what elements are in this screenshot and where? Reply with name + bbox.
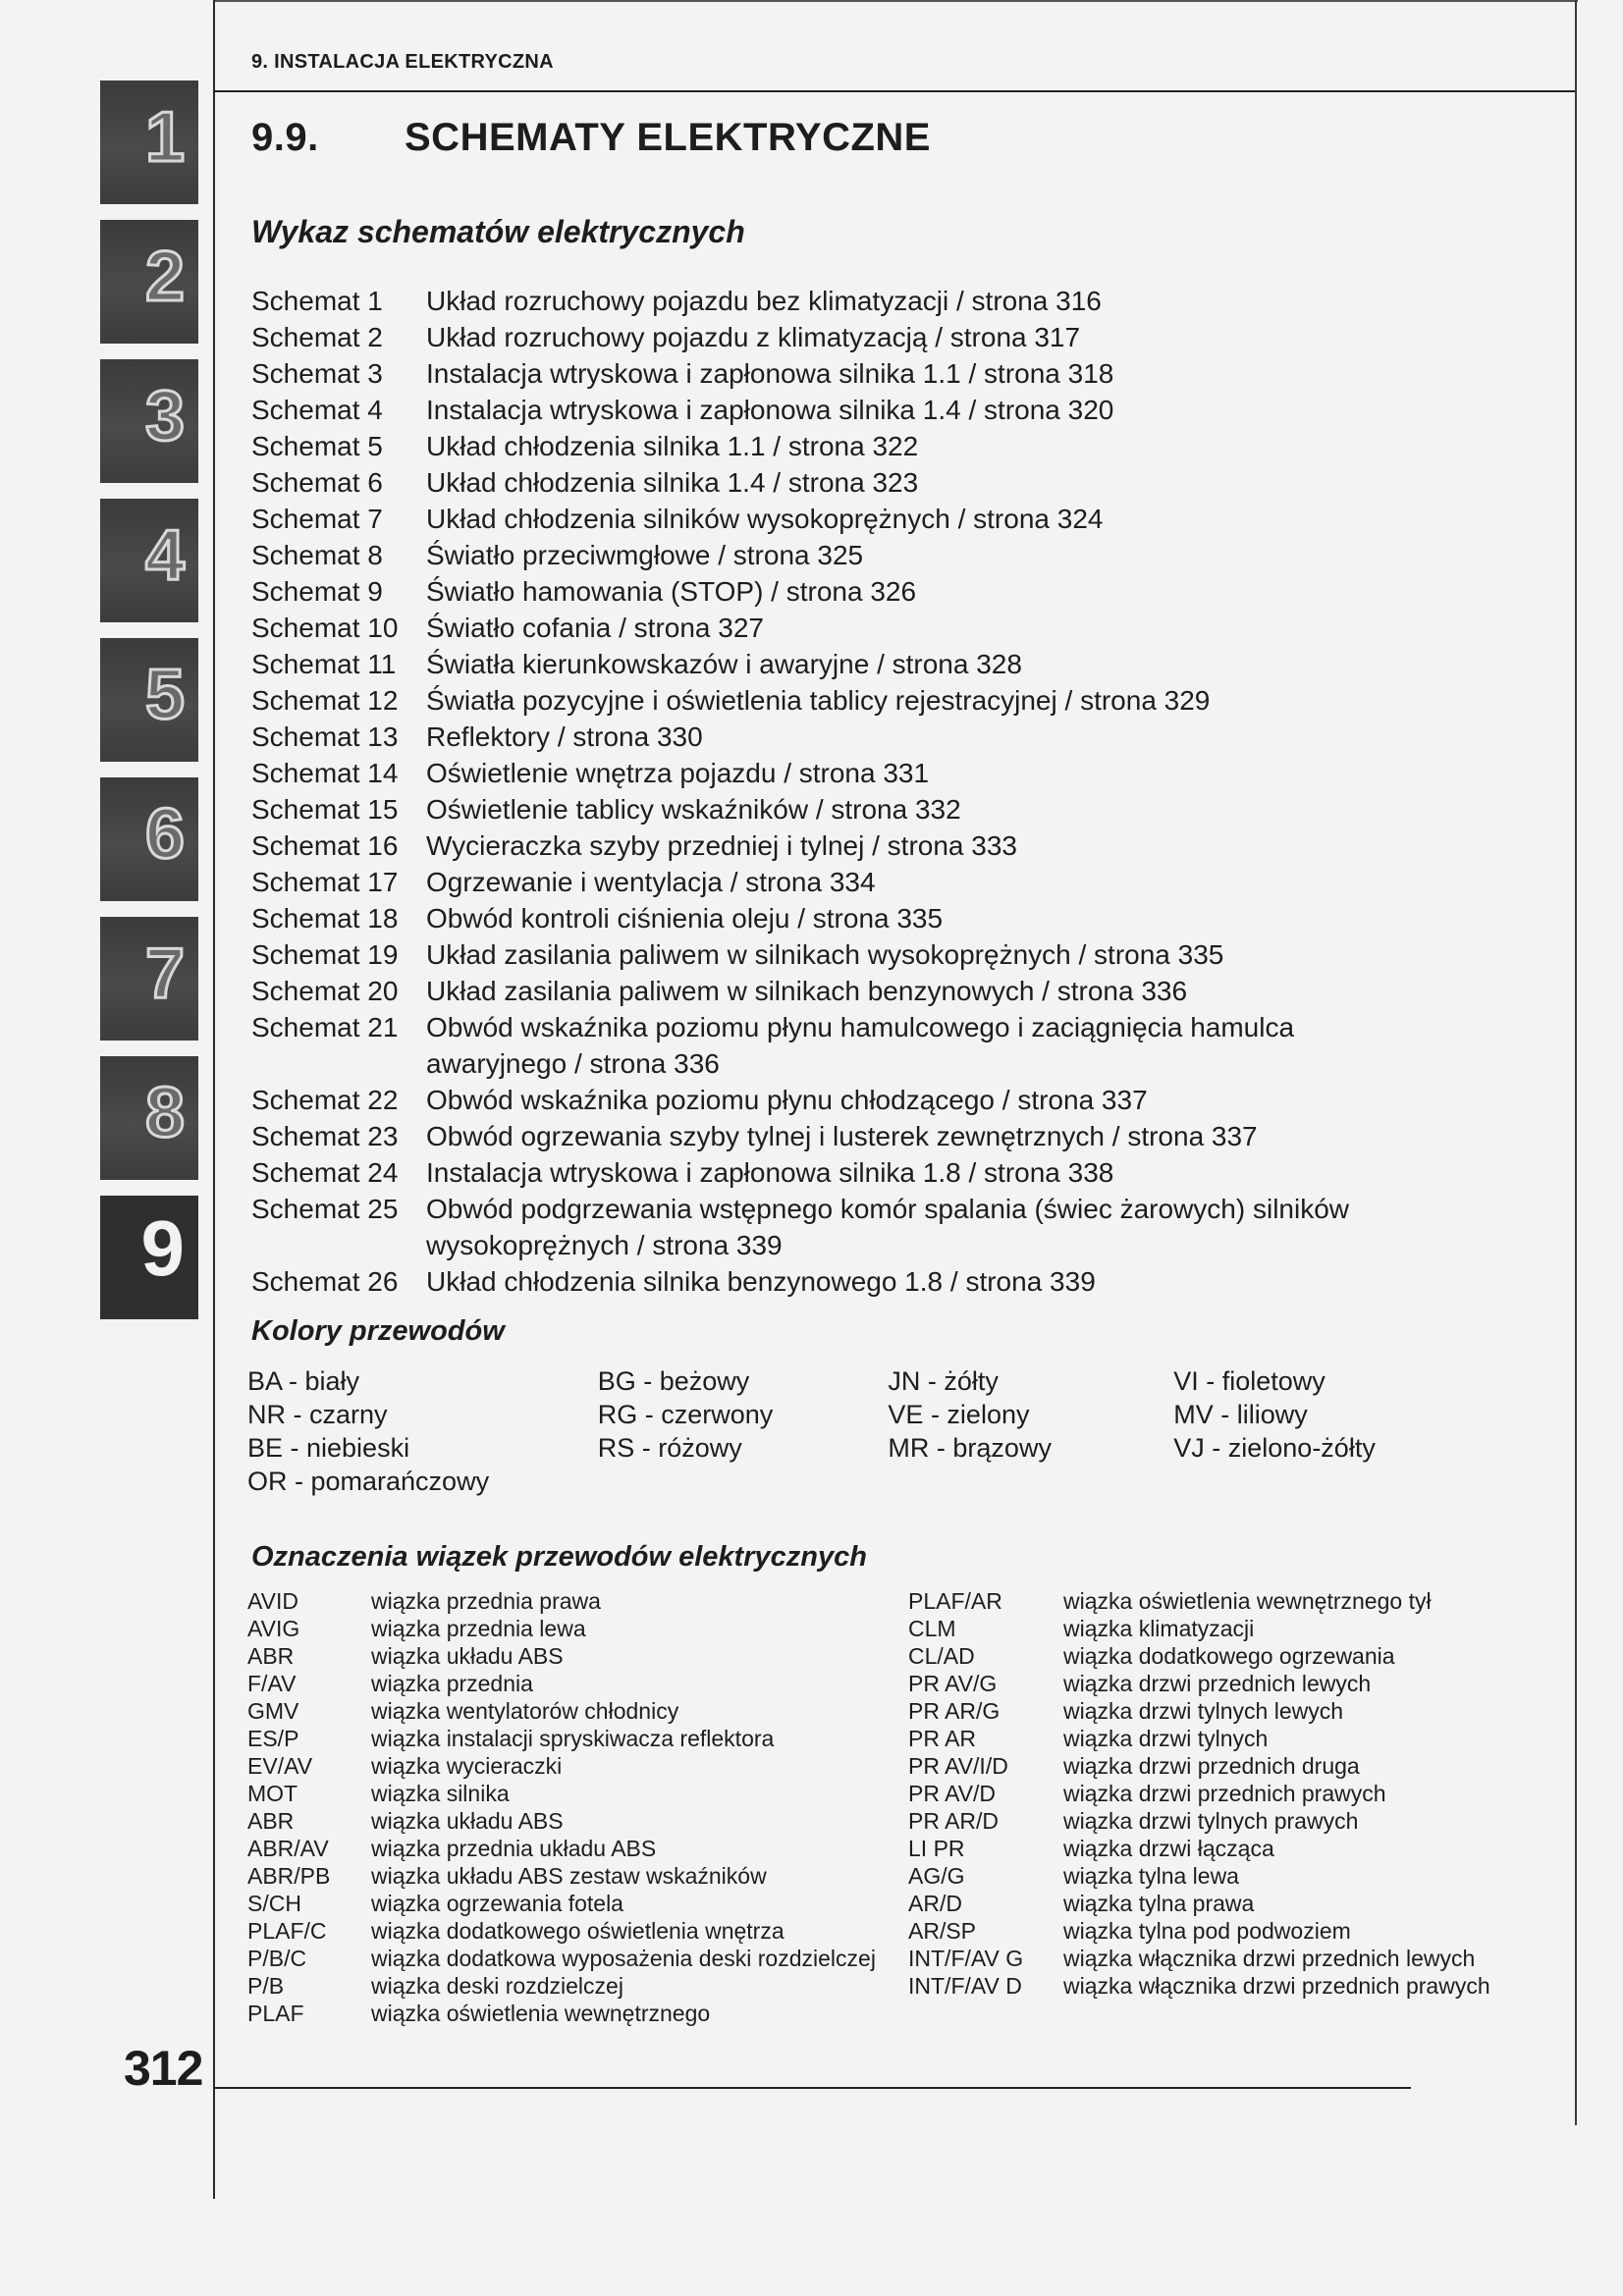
chapter-tab-3 (100, 359, 198, 483)
left-margin-rule (213, 0, 215, 2199)
harness-description: wiązka drzwi tylnych (1063, 1726, 1269, 1751)
harness-code: P/B/C (247, 1946, 307, 1971)
scheme-row (251, 755, 1430, 791)
chapter-tabs (100, 80, 198, 1335)
scheme-label: Schemat 16 (251, 830, 399, 861)
harness-code: LI PR (908, 1836, 965, 1861)
scheme-row (251, 283, 1430, 319)
scheme-row (251, 1191, 1430, 1263)
wire-color-entry: RS - różowy (597, 1433, 742, 1463)
scheme-label: Schemat 13 (251, 721, 399, 752)
harness-row (908, 1917, 1576, 1945)
scheme-title: Reflektory / strona 330 (426, 721, 703, 752)
scheme-row (251, 682, 1430, 719)
scheme-label: Schemat 6 (251, 467, 383, 498)
harness-row (247, 1780, 895, 1807)
chapter-tab-1 (100, 80, 198, 204)
harness-code: AG/G (908, 1863, 965, 1889)
scheme-title: Układ chłodzenia silnika benzynowego 1.8 / strona 339 (426, 1266, 1096, 1297)
scheme-row (251, 428, 1430, 464)
chapter-tab-6 (100, 777, 198, 901)
scheme-label: Schemat 20 (251, 976, 399, 1006)
scheme-row (251, 319, 1430, 355)
harness-row (908, 1725, 1576, 1752)
wire-color-entry: JN - żółty (888, 1366, 999, 1396)
harness-code: PR AR/G (908, 1698, 1001, 1724)
scheme-row (251, 973, 1430, 1009)
harness-description: wiązka przednia lewa (371, 1616, 586, 1641)
harness-description: wiązka wentylatorów chłodnicy (371, 1698, 679, 1724)
harness-description: wiązka przednia układu ABS (371, 1836, 657, 1861)
section-heading: SCHEMATY ELEKTRYCZNE (405, 116, 931, 159)
wire-colors-table (247, 1364, 1524, 1498)
harness-description: wiązka układu ABS (371, 1808, 564, 1834)
harness-row (908, 1972, 1576, 2000)
harness-description: wiązka oświetlenia wewnętrznego tył (1063, 1588, 1432, 1614)
harness-description: wiązka tylna prawa (1063, 1891, 1255, 1916)
harness-description: wiązka instalacji spryskiwacza reflektora (371, 1726, 775, 1751)
scheme-title: Światło cofania / strona 327 (426, 613, 764, 643)
scheme-row (251, 464, 1430, 501)
wire-color-entry (598, 1465, 889, 1498)
wire-color-entry: BE - niebieski (247, 1433, 410, 1463)
scheme-title: Światła kierunkowskazów i awaryjne / strona 328 (426, 649, 1022, 679)
scheme-label: Schemat 10 (251, 613, 399, 643)
harness-row (908, 1890, 1576, 1917)
harness-code: F/AV (247, 1671, 297, 1696)
harness-description: wiązka przednia (371, 1671, 533, 1696)
harness-description: wiązka włącznika drzwi przednich prawych (1063, 1973, 1490, 1999)
scheme-label: Schemat 17 (251, 867, 399, 897)
chapter-tab-number: 2 (144, 238, 185, 316)
scheme-label: Schemat 1 (251, 286, 383, 316)
harness-code: S/CH (247, 1891, 301, 1916)
harness-row (908, 1780, 1576, 1807)
scheme-label: Schemat 2 (251, 322, 383, 352)
harness-code: ABR (247, 1643, 295, 1669)
scheme-row (251, 864, 1430, 900)
harness-row (247, 1587, 895, 1615)
harness-code: EV/AV (247, 1753, 313, 1779)
scheme-label: Schemat 5 (251, 431, 383, 461)
harness-list-right (908, 1587, 1576, 2000)
scheme-row (251, 1263, 1430, 1300)
harness-description: wiązka ogrzewania fotela (371, 1891, 623, 1916)
wire-color-entry (1173, 1465, 1524, 1498)
harness-description: wiązka układu ABS (371, 1643, 564, 1669)
section-title (251, 116, 931, 160)
scheme-label: Schemat 12 (251, 685, 399, 716)
scheme-label: Schemat 4 (251, 395, 383, 425)
harness-code: PLAF/C (247, 1918, 327, 1944)
harness-row (247, 1642, 895, 1670)
scheme-title: Wycieraczka szyby przedniej i tylnej / strona 333 (426, 830, 1017, 861)
harness-description: wiązka drzwi przednich prawych (1063, 1781, 1386, 1806)
chapter-tab-number: 7 (144, 934, 185, 1013)
harness-code: PR AV/G (908, 1671, 998, 1696)
wire-color-row (247, 1465, 1524, 1498)
wire-color-row (247, 1398, 1524, 1431)
harness-description: wiązka drzwi tylnych prawych (1063, 1808, 1359, 1834)
scheme-title: Ogrzewanie i wentylacja / strona 334 (426, 867, 876, 897)
scheme-title: Układ rozruchowy pojazdu bez klimatyzacji / strona 316 (426, 286, 1102, 316)
scheme-title: Oświetlenie tablicy wskaźników / strona 332 (426, 794, 961, 825)
chapter-tab-number: 1 (144, 98, 185, 177)
section-number: 9.9. (251, 116, 319, 159)
wire-color-row (247, 1364, 1524, 1398)
wire-color-entry: BG - beżowy (597, 1366, 750, 1396)
scheme-title: Światło przeciwmgłowe / strona 325 (426, 540, 864, 570)
scheme-title: Układ chłodzenia silnika 1.1 / strona 322 (426, 431, 919, 461)
running-head: 9. INSTALACJA ELEKTRYCZNA (251, 51, 554, 73)
scheme-row (251, 392, 1430, 428)
scheme-title: Oświetlenie wnętrza pojazdu / strona 331 (426, 758, 930, 788)
harness-code: ABR/AV (247, 1836, 329, 1861)
harness-row (247, 1862, 895, 1890)
scheme-title: Obwód wskaźnika poziomu płynu hamulcowego i zaciągnięcia hamulca awaryjnego / strona 336 (426, 1012, 1295, 1079)
harness-description: wiązka dodatkowego ogrzewania (1063, 1643, 1395, 1669)
scheme-title: Układ chłodzenia silnika 1.4 / strona 323 (426, 467, 919, 498)
harness-description: wiązka tylna pod podwoziem (1063, 1918, 1351, 1944)
chapter-tab-number: 3 (144, 377, 185, 455)
harness-code: GMV (247, 1698, 299, 1724)
scheme-label: Schemat 19 (251, 939, 399, 970)
wire-color-entry: MR - brązowy (888, 1433, 1052, 1463)
scheme-label: Schemat 15 (251, 794, 399, 825)
wire-color-entry: OR - pomarańczowy (247, 1467, 490, 1496)
scheme-row (251, 1082, 1430, 1118)
harness-code: ABR (247, 1808, 295, 1834)
harness-row (247, 1917, 895, 1945)
scheme-title: Instalacja wtryskowa i zapłonowa silnika 1.4 / strona 320 (426, 395, 1114, 425)
scheme-row (251, 791, 1430, 828)
top-border (213, 0, 1578, 2)
wire-color-entry: RG - czerwony (597, 1400, 774, 1429)
harness-code: INT/F/AV G (908, 1946, 1024, 1971)
scheme-label: Schemat 26 (251, 1266, 399, 1297)
harness-description: wiązka wycieraczki (371, 1753, 563, 1779)
scheme-title: Instalacja wtryskowa i zapłonowa silnika 1.1 / strona 318 (426, 358, 1114, 389)
harness-list-left (247, 1587, 895, 2027)
chapter-tab-number: 4 (144, 516, 185, 595)
harness-description: wiązka drzwi tylnych lewych (1063, 1698, 1344, 1724)
scheme-row (251, 355, 1430, 392)
scheme-title: Instalacja wtryskowa i zapłonowa silnika 1.8 / strona 338 (426, 1157, 1114, 1188)
harness-code: MOT (247, 1781, 298, 1806)
harness-row (247, 1972, 895, 2000)
scheme-title: Układ rozruchowy pojazdu z klimatyzacją / strona 317 (426, 322, 1081, 352)
wire-color-entry: VJ - zielono-żółty (1173, 1433, 1376, 1463)
harness-code: PR AV/I/D (908, 1753, 1008, 1779)
scheme-label: Schemat 8 (251, 540, 383, 570)
harness-code: PR AV/D (908, 1781, 997, 1806)
chapter-tab-9 (100, 1196, 198, 1319)
chapter-tab-5 (100, 638, 198, 762)
harness-description: wiązka dodatkowa wyposażenia deski rozdzielczej (371, 1946, 876, 1971)
chapter-tab-number: 9 (140, 1204, 185, 1292)
harness-code: INT/F/AV D (908, 1973, 1022, 1999)
wire-colors-heading: Kolory przewodów (251, 1315, 505, 1347)
scheme-row (251, 1118, 1430, 1154)
wire-color-entry (888, 1465, 1173, 1498)
harness-code: AVIG (247, 1616, 300, 1641)
harness-description: wiązka tylna lewa (1063, 1863, 1239, 1889)
harness-row (908, 1862, 1576, 1890)
wire-color-entry: MV - liliowy (1173, 1400, 1308, 1429)
scheme-title: Układ chłodzenia silników wysokoprężnych / strona 324 (426, 504, 1104, 534)
harness-code: ES/P (247, 1726, 299, 1751)
scheme-label: Schemat 14 (251, 758, 399, 788)
scheme-row (251, 573, 1430, 610)
harness-code: PLAF/AR (908, 1588, 1002, 1614)
harness-row (247, 1945, 895, 1972)
harness-description: wiązka drzwi przednich druga (1063, 1753, 1360, 1779)
scheme-row (251, 501, 1430, 537)
wire-color-row (247, 1431, 1524, 1465)
harness-row (908, 1945, 1576, 1972)
wire-color-entry: VE - zielony (888, 1400, 1030, 1429)
harness-row (247, 1835, 895, 1862)
scheme-row (251, 900, 1430, 936)
wire-color-entry: VI - fioletowy (1173, 1366, 1325, 1396)
harness-row (247, 1725, 895, 1752)
scheme-title: Układ zasilania paliwem w silnikach benzynowych / strona 336 (426, 976, 1188, 1006)
scheme-row (251, 610, 1430, 646)
scheme-row (251, 719, 1430, 755)
harness-row (908, 1752, 1576, 1780)
scheme-title: Światła pozycyjne i oświetlenia tablicy rejestracyjnej / strona 329 (426, 685, 1211, 716)
scheme-label: Schemat 11 (251, 649, 397, 679)
scheme-title: Obwód ogrzewania szyby tylnej i lusterek zewnętrznych / strona 337 (426, 1121, 1258, 1151)
chapter-tab-2 (100, 220, 198, 344)
harness-description: wiązka układu ABS zestaw wskaźników (371, 1863, 767, 1889)
scheme-label: Schemat 18 (251, 903, 399, 934)
harness-code: P/B (247, 1973, 285, 1999)
harness-row (908, 1615, 1576, 1642)
harness-description: wiązka drzwi łącząca (1063, 1836, 1274, 1861)
scheme-label: Schemat 22 (251, 1085, 399, 1115)
scheme-label: Schemat 9 (251, 576, 383, 607)
scheme-title: Obwód podgrzewania wstępnego komór spalania (świec żarowych) silników wysokoprężnych / strona 339 (426, 1194, 1349, 1260)
harness-description: wiązka przednia prawa (371, 1588, 601, 1614)
scheme-label: Schemat 25 (251, 1194, 399, 1224)
harness-code: CLM (908, 1616, 956, 1641)
scheme-label: Schemat 7 (251, 504, 383, 534)
chapter-tab-8 (100, 1056, 198, 1180)
scheme-row (251, 936, 1430, 973)
harness-row (908, 1642, 1576, 1670)
wire-color-entry: BA - biały (247, 1366, 360, 1396)
harness-description: wiązka drzwi przednich lewych (1063, 1671, 1372, 1696)
harness-row (247, 1807, 895, 1835)
chapter-tab-number: 8 (144, 1074, 185, 1152)
harness-row (247, 1670, 895, 1697)
harness-row (908, 1807, 1576, 1835)
harness-row (247, 1752, 895, 1780)
chapter-tab-number: 6 (144, 795, 185, 874)
scheme-list-heading: Wykaz schematów elektrycznych (251, 214, 745, 249)
scheme-row (251, 1154, 1430, 1191)
harness-description: wiązka oświetlenia wewnętrznego (371, 2001, 711, 2026)
wire-color-entry: NR - czarny (247, 1400, 388, 1429)
page-number: 312 (124, 2041, 203, 2096)
chapter-tab-4 (100, 499, 198, 622)
scheme-row (251, 828, 1430, 864)
harness-description: wiązka deski rozdzielczej (371, 1973, 623, 1999)
harness-code: PLAF (247, 2001, 304, 2026)
harness-description: wiązka silnika (371, 1781, 510, 1806)
scheme-title: Obwód wskaźnika poziomu płynu chłodzącego / strona 337 (426, 1085, 1148, 1115)
scheme-label: Schemat 24 (251, 1157, 399, 1188)
harness-row (247, 1890, 895, 1917)
scheme-row (251, 537, 1430, 573)
header-rule (213, 90, 1576, 92)
harness-heading: Oznaczenia wiązek przewodów elektrycznych (251, 1541, 867, 1573)
scheme-title: Światło hamowania (STOP) / strona 326 (426, 576, 917, 607)
harness-code: PR AR/D (908, 1808, 1000, 1834)
harness-code: CL/AD (908, 1643, 975, 1669)
harness-row (247, 2000, 895, 2027)
harness-row (247, 1697, 895, 1725)
harness-row (908, 1697, 1576, 1725)
harness-description: wiązka dodatkowego oświetlenia wnętrza (371, 1918, 784, 1944)
harness-code: PR AR (908, 1726, 977, 1751)
scheme-label: Schemat 3 (251, 358, 383, 389)
footer-rule (213, 2087, 1411, 2089)
harness-code: AR/SP (908, 1918, 977, 1944)
harness-code: ABR/PB (247, 1863, 331, 1889)
harness-code: AR/D (908, 1891, 962, 1916)
chapter-tab-7 (100, 917, 198, 1041)
scheme-label: Schemat 23 (251, 1121, 399, 1151)
chapter-tab-number: 5 (144, 656, 185, 734)
harness-row (247, 1615, 895, 1642)
harness-row (908, 1835, 1576, 1862)
scheme-row (251, 646, 1430, 682)
scheme-title: Obwód kontroli ciśnienia oleju / strona 335 (426, 903, 944, 934)
harness-description: wiązka klimatyzacji (1063, 1616, 1255, 1641)
scheme-row (251, 1009, 1430, 1082)
harness-row (908, 1587, 1576, 1615)
scheme-title: Układ zasilania paliwem w silnikach wysokoprężnych / strona 335 (426, 939, 1224, 970)
scheme-label: Schemat 21 (251, 1012, 399, 1042)
harness-row (908, 1670, 1576, 1697)
scheme-list (251, 283, 1430, 1300)
harness-description: wiązka włącznika drzwi przednich lewych (1063, 1946, 1476, 1971)
harness-code: AVID (247, 1588, 298, 1614)
